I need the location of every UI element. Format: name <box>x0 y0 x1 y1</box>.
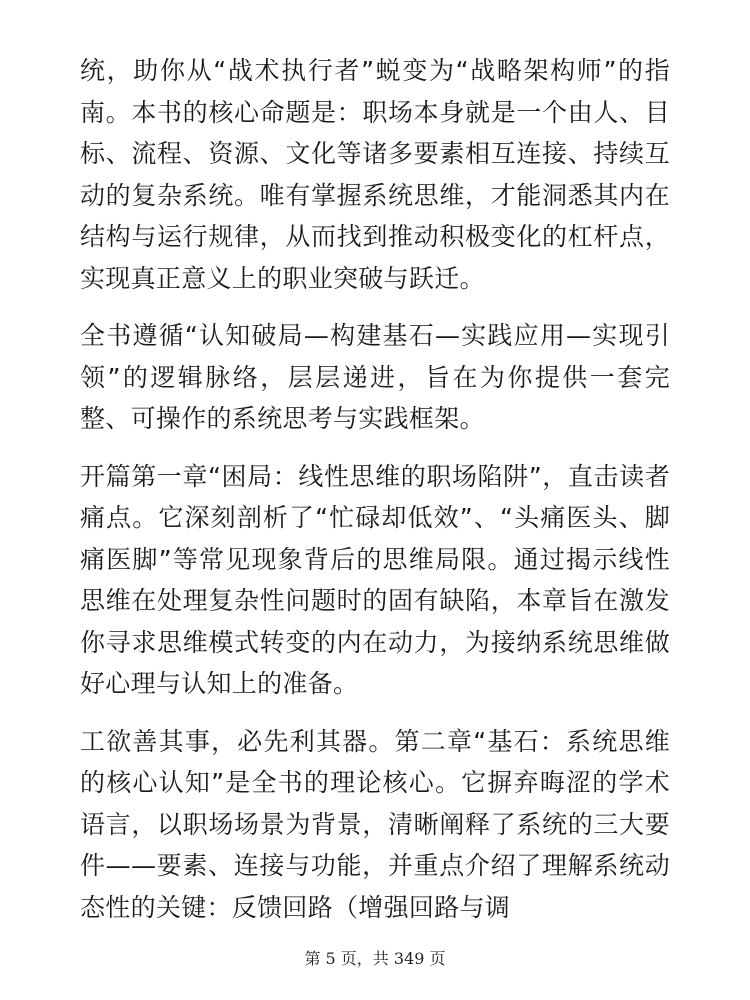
page-body <box>80 50 670 944</box>
page-number-footer: 第 5 页，共 349 页 <box>304 949 446 968</box>
paragraph-4: 工欲善其事，必先利其器。第二章“基石：系统思维的核心认知”是全书的理论核心。它摒弃晦涩的学术语言，以职场场景为背景，清晰阐释了系统的三大要件——要素、连接与功能，并重点介绍了理解系统动态性的关键：反馈回路（增强回路与调 <box>80 726 670 922</box>
paragraph-1: 统，助你从“战术执行者”蜕变为“战略架构师”的指南。本书的核心命题是：职场本身就是一个由人、目标、流程、资源、文化等诸多要素相互连接、持续互动的复杂系统。唯有掌握系统思维，才能洞悉其内在结构与运行规律，从而找到推动积极变化的杠杆点，实现真正意义上的职业突破与跃迁。 <box>80 56 670 293</box>
paragraph-2: 全书遵循“认知破局—构建基石—实践应用—实现引领”的逻辑脉络，层层递进，旨在为你提供一套完整、可操作的系统思考与实践框架。 <box>80 321 670 433</box>
paragraph-3: 开篇第一章“困局：线性思维的职场陷阱”，直击读者痛点。它深刻剖析了“忙碌却低效”、“头痛医头、脚痛医脚”等常见现象背后的思维局限。通过揭示线性思维在处理复杂性问题时的固有缺陷，本章旨在激发你寻求思维模式转变的内在动力，为接纳系统思维做好心理与认知上的准备。 <box>80 461 670 698</box>
